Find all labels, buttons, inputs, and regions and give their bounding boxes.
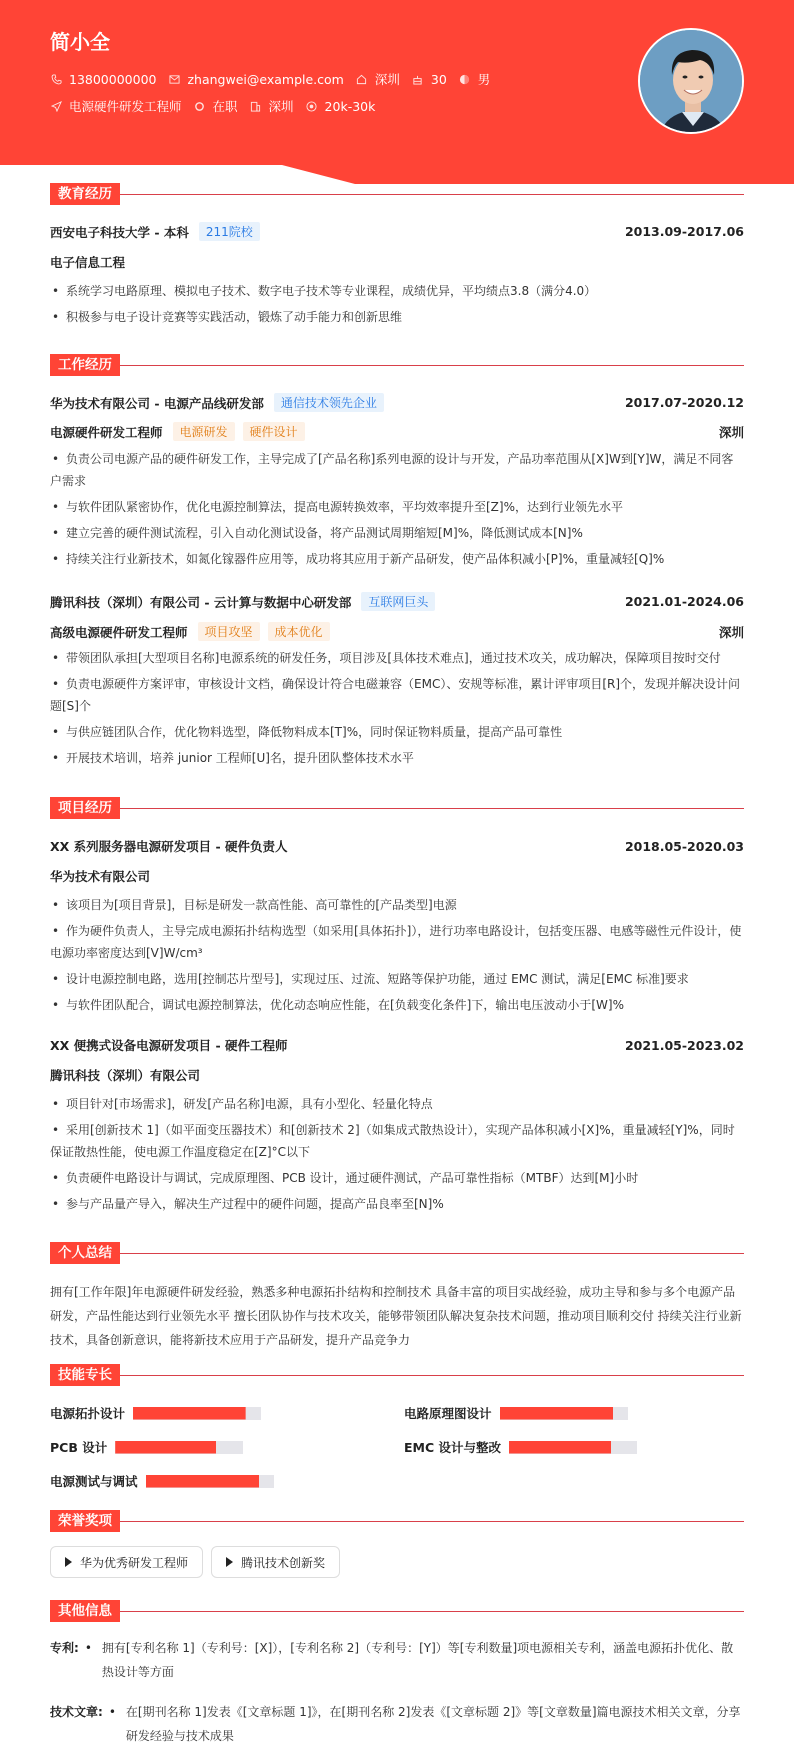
work-0-header-row <box>50 393 744 412</box>
section-divider <box>120 194 744 195</box>
skill-bar-fill <box>115 1441 216 1454</box>
work-location: 深圳 <box>718 424 744 440</box>
skill-item <box>50 1404 261 1422</box>
job-title: 高级电源硬件研发工程师 <box>50 624 188 640</box>
other-text: 拥有[专利名称 1]（专利号：[X]），[专利名称 2]（专利号：[Y]）等[专利数量]项电源相关专利，涵盖电源拓扑优化、散热设计等方面 <box>101 1641 734 1679</box>
section-title-other: 其他信息 <box>50 1600 120 1622</box>
age-item <box>412 72 447 87</box>
project-1-bullets <box>50 1093 744 1219</box>
skill-tag: 成本优化 <box>268 622 330 641</box>
section-work <box>50 354 744 376</box>
company-name: 华为技术有限公司 - 电源产品线研发部 <box>50 395 264 411</box>
gender-icon <box>459 73 471 85</box>
section-skills <box>50 1364 744 1386</box>
education-bullets <box>50 280 744 332</box>
cake-icon <box>412 73 424 85</box>
phone-icon <box>50 73 62 85</box>
gender-item <box>459 70 491 88</box>
list-item: • 设计电源控制电路，选用[控制芯片型号]，实现过压、过流、短路等保护功能，通过 EMC 测试，满足[EMC 标准]要求 <box>50 968 744 990</box>
skill-name: 电源测试与调试 <box>50 1474 138 1489</box>
company-tag: 通信技术领先企业 <box>274 393 384 412</box>
list-item: • 开展技术培训，培养 junior 工程师[U]名，提升团队整体技术水平 <box>50 747 744 769</box>
section-title-education: 教育经历 <box>50 183 120 205</box>
skill-item <box>50 1438 243 1456</box>
list-item: • 与供应链团队合作，优化物料选型，降低物料成本[T]%，同时保证物料质量，提高产品可靠性 <box>50 721 744 743</box>
education-header-row <box>50 222 744 241</box>
contact-row <box>50 70 502 88</box>
skill-tag: 硬件设计 <box>243 422 305 441</box>
summary-text: 拥有[工作年限]年电源硬件研发经验，熟悉多种电源拓扑结构和控制技术 具备丰富的项目实战经验，成功主导和参与多个电源产品研发，产品性能达到行业领先水平 擅长团队协作与技术攻关，能够带领团队解决复杂技术问题，推动项目顺利交付 持续关注行业新技术，具备创新意识，能将新技术应用于产品研发，提升产品竞争力 <box>50 1285 742 1347</box>
list-item: • 持续关注行业新技术，如氮化镓器件应用等，成功将其应用于新产品研发，使产品体积减小[P]%，重量减轻[Q]% <box>50 548 744 570</box>
target-city: 深圳 <box>268 99 294 114</box>
other-text: 在[期刊名称 1]发表《[文章标题 1]》，在[期刊名称 2]发表《[文章标题 2]》等[文章数量]篇电源技术相关文章，分享研发经验与技术成果 <box>125 1705 741 1743</box>
job-title: 电源硬件研发工程师 <box>50 424 163 440</box>
expected-salary: 20k-30k <box>324 98 376 114</box>
list-item: • 负责电源硬件方案评审，审核设计文档，确保设计符合电磁兼容（EMC）、安规等标准，累计评审项目[R]个，发现并解决设计问题[S]个 <box>50 673 744 717</box>
section-title-summary: 个人总结 <box>50 1242 120 1264</box>
list-item: • 与软件团队配合，调试电源控制算法，优化动态响应性能，在[负载变化条件]下，输出电压波动小于[W]% <box>50 994 744 1016</box>
skill-name: 电源拓扑设计 <box>50 1406 126 1421</box>
skill-bar <box>509 1441 637 1454</box>
project-name: XX 便携式设备电源研发项目 - 硬件工程师 <box>50 1038 288 1053</box>
list-item: • 建立完善的硬件测试流程，引入自动化测试设备，将产品测试周期缩短[M]%，降低测试成本[N]% <box>50 522 744 544</box>
gender: 男 <box>477 72 491 87</box>
email-address: zhangwei@example.com <box>187 71 344 87</box>
skill-tag: 项目攻坚 <box>198 622 260 641</box>
other-patents <box>50 1636 744 1684</box>
section-title-work: 工作经历 <box>50 354 120 376</box>
section-education <box>50 183 744 205</box>
skill-name: PCB 设计 <box>50 1440 108 1455</box>
triangle-right-icon <box>65 1557 72 1567</box>
award-label: 华为优秀研发工程师 <box>80 1555 189 1570</box>
skill-bar <box>500 1407 628 1420</box>
section-other <box>50 1600 744 1622</box>
project-date: 2021.05-2023.02 <box>624 1037 744 1053</box>
section-divider <box>120 1375 744 1376</box>
section-divider <box>120 365 744 366</box>
skill-tag: 电源研发 <box>173 422 235 441</box>
list-item: • 项目针对[市场需求]，研发[产品名称]电源，具有小型化、轻量化特点 <box>50 1093 744 1115</box>
project-0-bullets <box>50 894 744 1020</box>
list-item: • 系统学习电路原理、模拟电子技术、数字电子技术等专业课程，成绩优异，平均绩点3.8（满分4.0） <box>50 280 744 302</box>
list-item: • 带领团队承担[大型项目名称]电源系统的研发任务，项目涉及[具体技术难点]，通过技术攻关，成功解决，保障项目按时交付 <box>50 647 744 669</box>
employment-status: 在职 <box>212 99 238 114</box>
send-icon <box>50 100 62 112</box>
project-company: 华为技术有限公司 <box>50 869 151 884</box>
project-company: 腾讯科技（深圳）有限公司 <box>50 1068 201 1083</box>
skill-bar-fill <box>146 1475 260 1488</box>
mail-icon <box>168 73 180 85</box>
company-tag: 互联网巨头 <box>361 592 435 611</box>
work-0-title-row <box>50 422 744 441</box>
status-item <box>194 97 238 115</box>
school-tag: 211院校 <box>199 222 260 241</box>
skill-bar-fill <box>509 1441 611 1454</box>
target-city-item <box>250 97 294 115</box>
section-title-awards: 荣誉奖项 <box>50 1510 120 1532</box>
building-icon <box>250 100 262 112</box>
resume-header <box>0 0 794 184</box>
section-projects <box>50 797 744 819</box>
phone-item <box>50 72 156 87</box>
work-date: 2021.01-2024.06 <box>624 594 744 609</box>
job-intent-row <box>50 97 387 115</box>
skill-bar <box>133 1407 261 1420</box>
award-label: 腾讯技术创新奖 <box>241 1555 326 1570</box>
list-item: • 负责硬件电路设计与调试，完成原理图、PCB 设计，通过硬件测试，产品可靠性指标（MTBF）达到[M]小时 <box>50 1167 744 1189</box>
skill-name: EMC 设计与整改 <box>404 1440 502 1455</box>
work-location: 深圳 <box>718 624 744 640</box>
education-date: 2013.09-2017.06 <box>624 224 744 239</box>
skill-item <box>404 1404 628 1422</box>
section-summary <box>50 1242 744 1264</box>
list-item: • 积极参与电子设计竞赛等实践活动，锻炼了动手能力和创新思维 <box>50 306 744 328</box>
section-divider <box>120 1521 744 1522</box>
other-articles <box>50 1700 744 1748</box>
list-item: • 参与产品量产导入，解决生产过程中的硬件问题，提高产品良率至[N]% <box>50 1193 744 1215</box>
list-item: • 与软件团队紧密协作，优化电源控制算法，提高电源转换效率，平均效率提升至[Z]%，达到行业领先水平 <box>50 496 744 518</box>
salary-item <box>306 99 376 114</box>
bullet: • <box>108 1705 116 1719</box>
company-name: 腾讯科技（深圳）有限公司 - 云计算与数据中心研发部 <box>50 594 352 610</box>
city: 深圳 <box>374 72 400 87</box>
home-icon <box>356 73 368 85</box>
skill-item <box>404 1438 637 1456</box>
list-item: • 作为硬件负责人，主导完成电源拓扑结构选型（如采用[具体拓扑]），进行功率电路设计，包括变压器、电感等磁性元件设计，使电源功率密度达到[V]W/cm³ <box>50 920 744 964</box>
portrait-photo <box>640 30 744 134</box>
other-label: 技术文章: <box>50 1705 103 1719</box>
section-divider <box>120 808 744 809</box>
award-item[interactable] <box>211 1546 340 1578</box>
list-item: • 该项目为[项目背景]，目标是研发一款高性能、高可靠性的[产品类型]电源 <box>50 894 744 916</box>
section-divider <box>120 1611 744 1612</box>
candidate-name: 简小全 <box>50 30 110 54</box>
status-icon <box>194 100 206 112</box>
work-1-bullets <box>50 647 744 773</box>
other-label: 专利: <box>50 1641 79 1655</box>
work-0-bullets <box>50 448 744 574</box>
skill-name: 电路原理图设计 <box>404 1406 492 1421</box>
salary-icon <box>306 100 318 112</box>
age: 30 <box>430 71 447 87</box>
skill-bar-fill <box>133 1407 246 1420</box>
triangle-right-icon <box>226 1557 233 1567</box>
avatar <box>638 28 744 134</box>
work-date: 2017.07-2020.12 <box>624 395 744 410</box>
email-item <box>168 72 343 87</box>
project-1-header-row <box>50 1036 744 1054</box>
section-title-projects: 项目经历 <box>50 797 120 819</box>
list-item: • 采用[创新技术 1]（如平面变压器技术）和[创新技术 2]（如集成式散热设计），实现产品体积减小[X]%，重量减轻[Y]%，同时保证散热性能，使电源工作温度稳定在[Z]°C以下 <box>50 1119 744 1163</box>
project-0-header-row <box>50 837 744 855</box>
skill-item <box>50 1472 274 1490</box>
awards-list <box>50 1546 348 1578</box>
skill-bar-fill <box>500 1407 614 1420</box>
skill-bar <box>115 1441 243 1454</box>
work-1-title-row <box>50 622 744 641</box>
skill-bar <box>146 1475 274 1488</box>
section-divider <box>120 1253 744 1254</box>
major: 电子信息工程 <box>50 255 126 270</box>
section-awards <box>50 1510 744 1532</box>
section-title-skills: 技能专长 <box>50 1364 120 1386</box>
list-item: • 负责公司电源产品的硬件研发工作，主导完成了[产品名称]系列电源的设计与开发，产品功率范围从[X]W到[Y]W，满足不同客户需求 <box>50 448 744 492</box>
city-item <box>356 70 400 88</box>
school-name: 西安电子科技大学 - 本科 <box>50 224 189 240</box>
position-item <box>50 97 182 115</box>
work-1-header-row <box>50 592 744 611</box>
project-name: XX 系列服务器电源研发项目 - 硬件负责人 <box>50 839 288 854</box>
target-position: 电源硬件研发工程师 <box>69 99 182 114</box>
project-date: 2018.05-2020.03 <box>624 838 744 854</box>
bullet: • <box>84 1641 92 1655</box>
phone-number: 13800000000 <box>69 71 157 87</box>
award-item[interactable] <box>50 1546 203 1578</box>
